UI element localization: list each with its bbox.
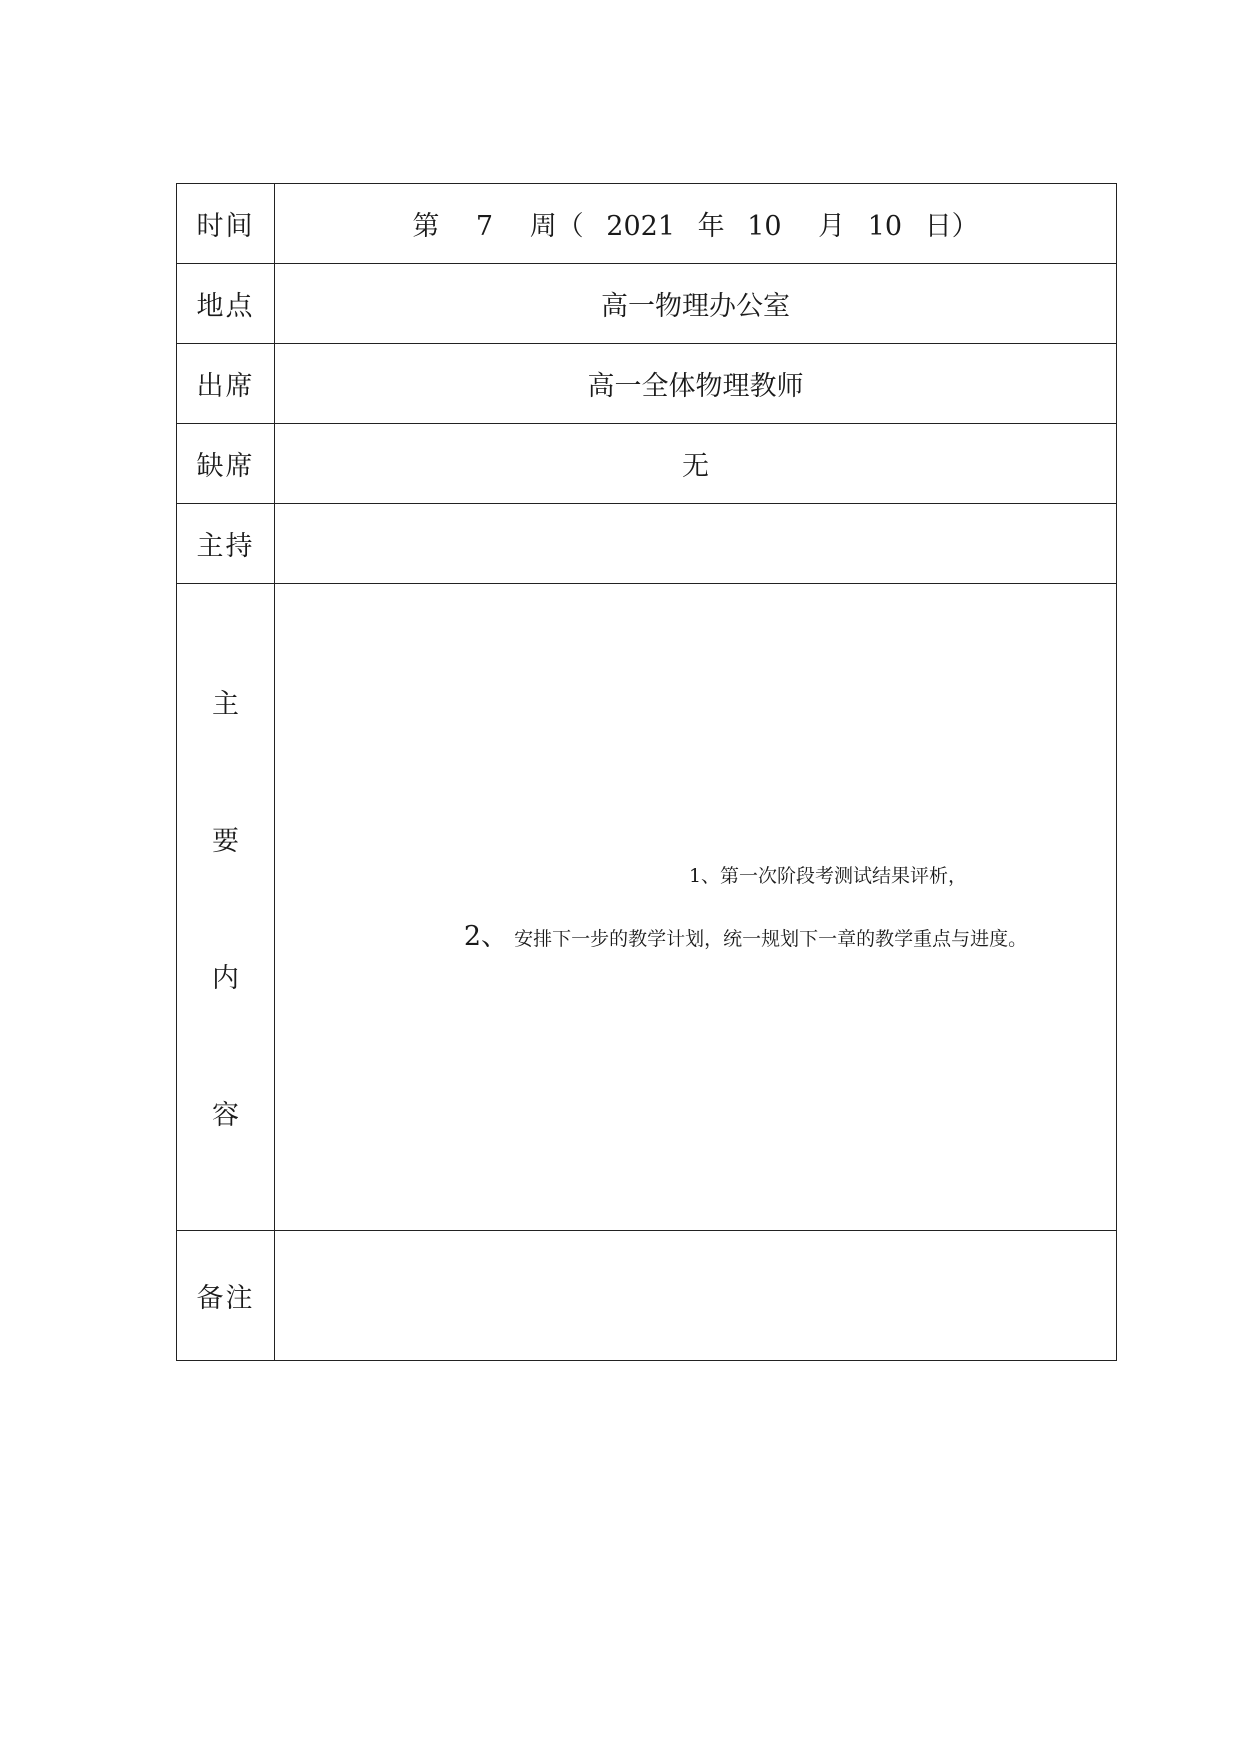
- notes-label: 备注: [177, 1231, 275, 1361]
- place-value: 高一物理办公室: [275, 264, 1117, 344]
- time-value: [275, 184, 1117, 264]
- attendees-label: 出席: [177, 344, 275, 424]
- month-unit: 月: [818, 211, 846, 242]
- content-item-1: 1、第一次阶段考测试结果评析，: [688, 865, 968, 887]
- content-item-2: [375, 914, 1116, 953]
- host-value: [275, 504, 1117, 584]
- absent-row: [177, 424, 1117, 504]
- notes-row: [177, 1231, 1117, 1361]
- content-label-char: 容: [212, 1100, 239, 1131]
- month: 10: [747, 211, 782, 242]
- content-label-char: 要: [212, 826, 239, 857]
- place-row: [177, 264, 1117, 344]
- content-label: [177, 584, 275, 1231]
- absent-value: 无: [275, 424, 1117, 504]
- year-unit: 年: [697, 211, 725, 242]
- content-value: [275, 584, 1117, 1231]
- absent-label: 缺席: [177, 424, 275, 504]
- day-unit: 日）: [924, 211, 979, 242]
- content-row: [177, 584, 1117, 1231]
- attendees-value: 高一全体物理教师: [275, 344, 1117, 424]
- day: 10: [867, 211, 903, 242]
- notes-value: [275, 1231, 1117, 1361]
- time-row: [177, 184, 1117, 264]
- time-label: 时间: [177, 184, 275, 264]
- place-label: 地点: [177, 264, 275, 344]
- content-label-char: 内: [212, 963, 239, 994]
- content-label-char: 主: [212, 689, 239, 720]
- year: 2021: [606, 211, 675, 242]
- week-number: 7: [475, 211, 494, 242]
- week-unit: 周（: [529, 211, 584, 242]
- content-item-2-text: 安排下一步的教学计划，统一规划下一章的教学重点与进度。: [514, 928, 1028, 950]
- content-item-2-number: 2、: [463, 921, 509, 952]
- host-label: 主持: [177, 504, 275, 584]
- week-prefix: 第: [412, 211, 440, 242]
- attendees-row: [177, 344, 1117, 424]
- meeting-record-table: [176, 183, 1117, 1361]
- host-row: [177, 504, 1117, 584]
